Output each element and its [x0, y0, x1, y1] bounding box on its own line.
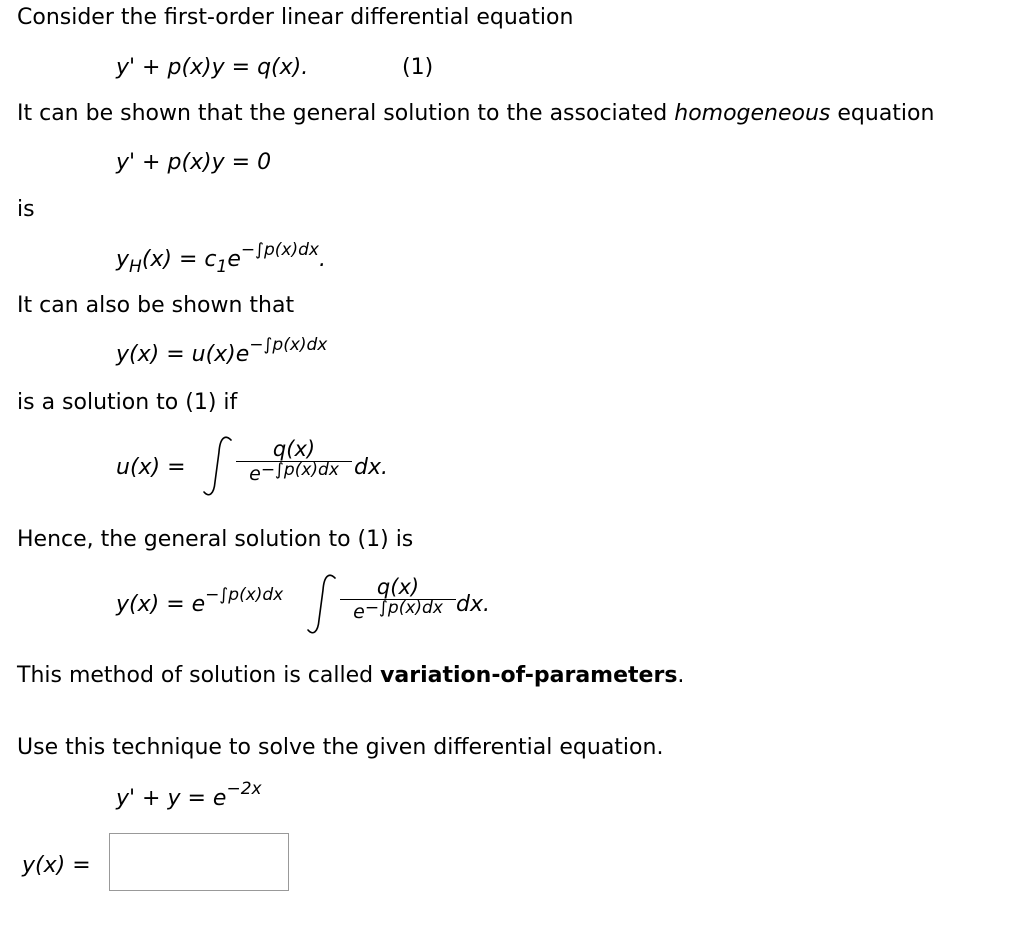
trial-solution: $y(x) = u(x)e^{-\int p(x)dx}$ [116, 335, 328, 367]
general-dx: dx. [456, 592, 490, 617]
equation-1-tag: (1) [402, 55, 434, 80]
u-dx: dx. [354, 455, 388, 480]
task-text: Use this technique to solve the given differential equation. [17, 735, 664, 760]
intro-text: Consider the first-order linear differential equation [17, 5, 574, 30]
homogeneous-solution: $y_H(x) = c_1e^{-\int p(x)dx}$. [116, 240, 326, 277]
homogeneous-sentence: It can be shown that the general solution to the associated homogeneous equation [17, 101, 935, 126]
answer-input[interactable] [109, 833, 289, 891]
integral-sign [200, 432, 238, 500]
hence-text: Hence, the general solution to (1) is [17, 527, 414, 552]
task-equation: $y' + y = e^{-2x}$ [116, 779, 262, 811]
method-sentence: This method of solution is called variation-of-parameters. [17, 663, 685, 688]
equation-1: y' + p(x)y = q(x). [116, 55, 309, 80]
integral-sign-2 [304, 570, 342, 638]
general-fraction: q(x) e−∫p(x)dx [340, 575, 456, 625]
answer-label: y(x) = [22, 853, 91, 878]
also-shown-text: It can also be shown that [17, 293, 295, 318]
homogeneous-equation: y' + p(x)y = 0 [116, 150, 272, 175]
is-text: is [17, 197, 35, 222]
u-equation-lhs: u(x) = [116, 455, 186, 480]
solution-if-text: is a solution to (1) if [17, 390, 238, 415]
u-fraction: q(x) e−∫p(x)dx [236, 437, 352, 487]
general-solution-lhs: $y(x) = e^{-\int p(x)dx}$ [116, 585, 284, 617]
